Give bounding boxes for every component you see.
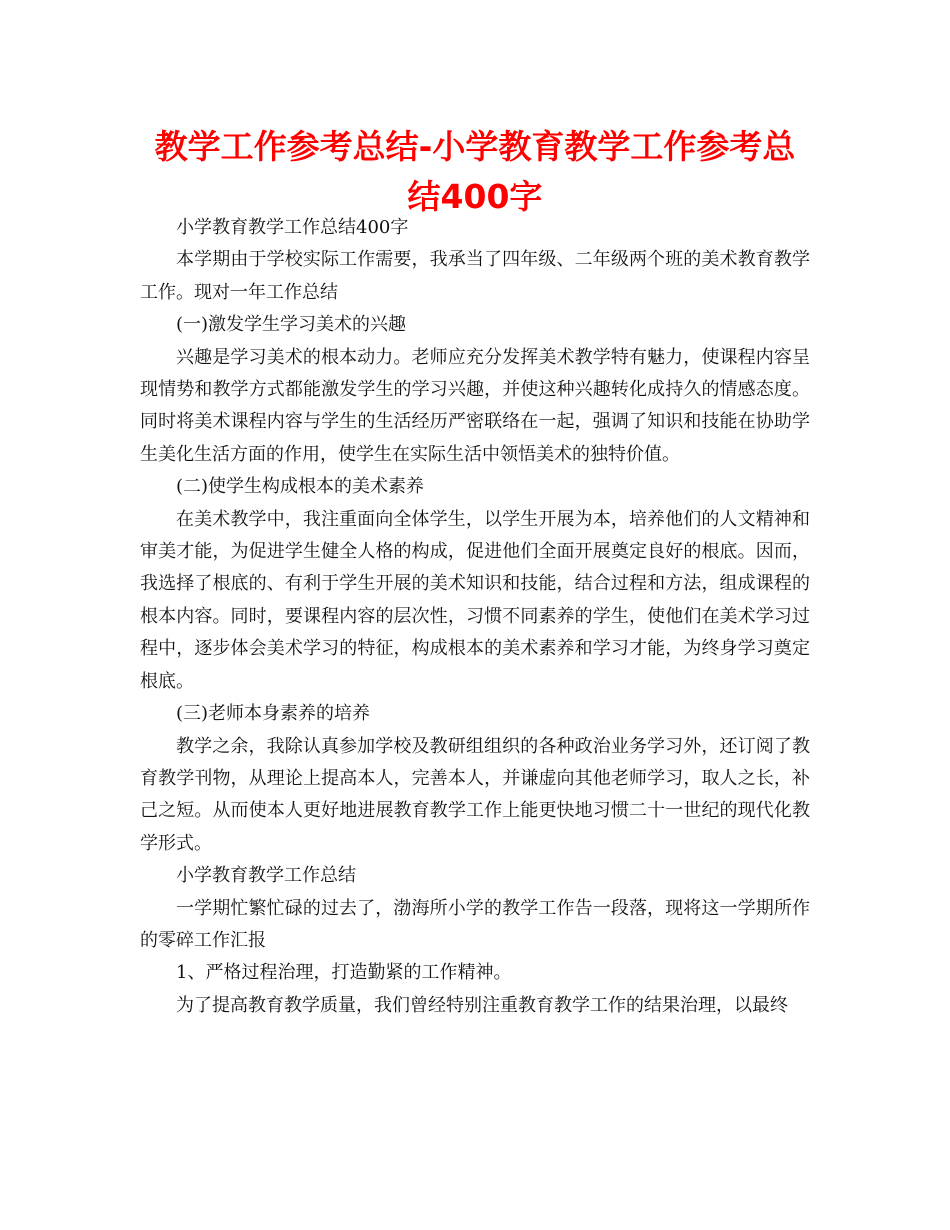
paragraph: 本学期由于学校实际工作需要，我承当了四年级、二年级两个班的美术教育教学工作。现对一年工作总结 <box>140 249 810 303</box>
section-heading: 小学教育教学工作总结 <box>176 865 356 887</box>
section-heading: 1、严格过程治理，打造勤紧的工作精神。 <box>176 962 512 984</box>
paragraph: 兴趣是学习美术的根本动力。老师应充分发挥美术教学特有魅力，使课程内容呈现情势和教学方式都能激发学生的学习兴趣，并使这种兴趣转化成持久的情感态度。同时将美术课程内容与学生的生活经历严密联络在一起，强调了知识和技能在协助学生美化生活方面的作用，使学生在实际生活中领悟美术的独特价值。 <box>140 346 810 465</box>
paragraph: 教学之余，我除认真参加学校及教研组组织的各种政治业务学习外，还订阅了教育教学刊物，从理论上提高本人，完善本人，并谦虚向其他老师学习，取人之长，补己之短。从而使本人更好地进展教育教学工作上能更快地习惯二十一世纪的现代化教学形式。 <box>140 735 810 854</box>
paragraph: 在美术教学中，我注重面向全体学生，以学生开展为本，培养他们的人文精神和审美才能，为促进学生健全人格的构成，促进他们全面开展奠定良好的根底。因而，我选择了根底的、有利于学生开展的美术知识和技能，结合过程和方法，组成课程的根本内容。同时，要课程内容的层次性，习惯不同素养的学生，使他们在美术学习过程中，逐步体会美术学习的特征，构成根本的美术素养和学习才能，为终身学习奠定根底。 <box>140 508 810 692</box>
paragraph-subtitle: 小学教育教学工作总结400字 <box>176 217 409 238</box>
section-heading: (三)老师本身素养的培养 <box>176 703 371 725</box>
section-heading: (二)使学生构成根本的美术素养 <box>176 476 425 498</box>
document-title: 教学工作参考总结-小学教育教学工作参考总结400字 <box>154 127 796 216</box>
paragraph: 一学期忙繁忙碌的过去了，渤海所小学的教学工作告一段落，现将这一学期所作的零碎工作汇报 <box>140 897 810 951</box>
document-body <box>140 212 810 1022</box>
section-heading: (一)激发学生学习美术的兴趣 <box>176 314 407 336</box>
paragraph: 为了提高教育教学质量，我们曾经特别注重教育教学工作的结果治理，以最终 <box>176 994 788 1016</box>
